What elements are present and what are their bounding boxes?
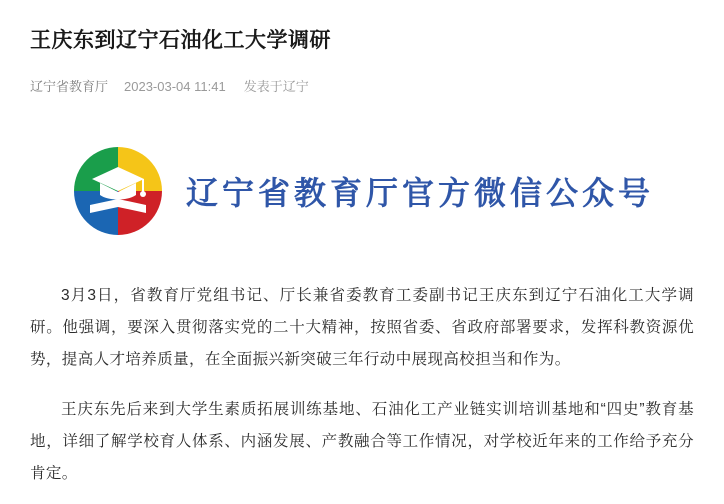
page-title: 王庆东到辽宁石油化工大学调研 [30,29,331,52]
banner-title: 辽宁省教育厅官方微信公众号 [185,174,654,212]
article-paragraph: 王庆东先后来到大学生素质拓展训练基地、石油化工产业链实训培训基地和“四史”教育基地，详细了解学校育人体系、内涵发展、产教融合等工作情况，对学校近年来的工作给予充分肯定。 [30,401,694,482]
meta-source: 辽宁省教育厅 [30,79,109,94]
article-meta [30,78,694,96]
article-body [30,280,694,490]
meta-datetime: 2023-03-04 11:41 [124,79,226,94]
liaoning-education-department-logo-icon [70,143,166,239]
article-paragraph: 3月3日，省教育厅党组书记、厅长兼省委教育工委副书记王庆东到辽宁石油化工大学调研。他强调，要深入贯彻落实党的二十大精神，按照省委、省政府部署要求，发挥科教资源优势，提高人才培养质量，在全面振兴新突破三年行动中展现高校担当和作为。 [30,287,694,368]
official-account-banner [30,132,694,250]
meta-location: 发表于辽宁 [243,79,309,94]
banner-inner [70,143,654,239]
